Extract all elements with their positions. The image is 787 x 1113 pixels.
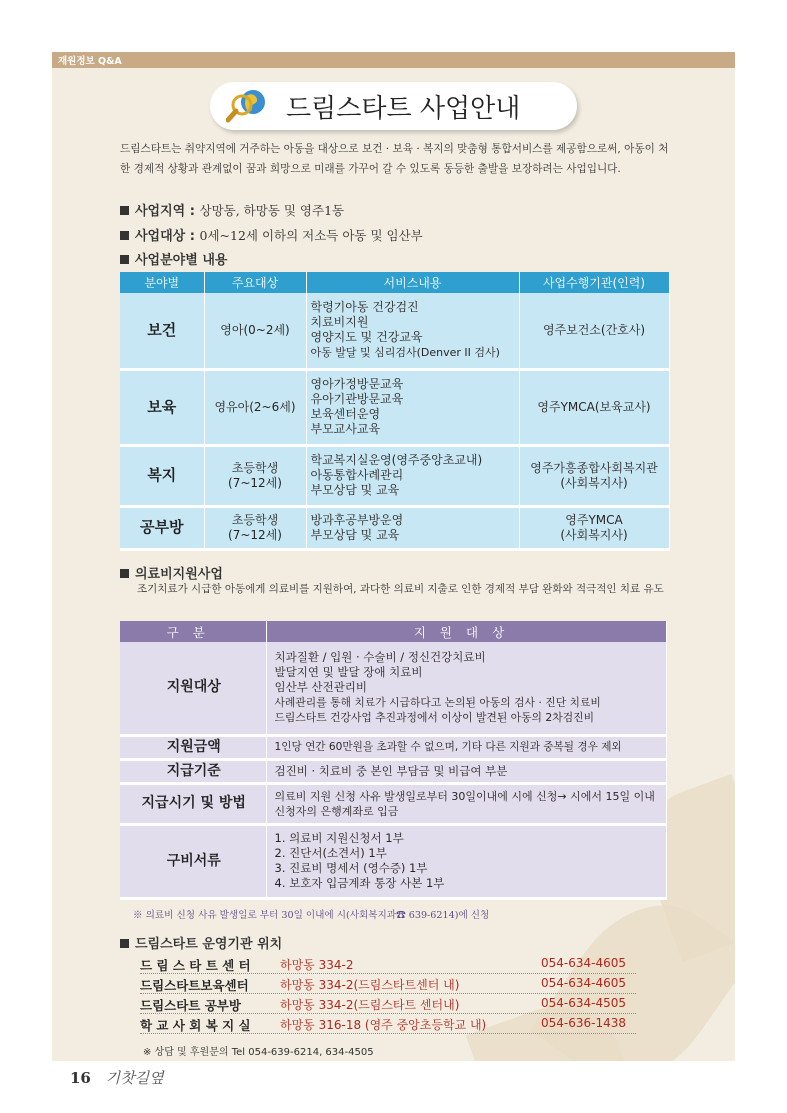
content-line: 1인당 연간 60만원을 초과할 수 없으며, 기타 다른 지원과 중복될 경우 제외: [274, 740, 622, 753]
table-row: [120, 506, 669, 549]
services-cell: [306, 369, 519, 445]
field-heading: 사업분야별 내용: [135, 253, 228, 268]
table-row: [120, 642, 666, 735]
location-name: 드 림 스 타 트 센 터: [140, 958, 251, 973]
column-header: 구분: [120, 621, 266, 642]
square-bullet-icon: [120, 939, 129, 948]
row-label: 지급시기 및 방법: [120, 783, 266, 824]
column-header: 지원대상: [266, 621, 666, 642]
page-number: 16: [70, 1069, 91, 1087]
service-item: 아동통합사례관리: [310, 468, 404, 482]
medical-section: [120, 563, 223, 582]
content-line: 2. 진단서(소견서) 1부: [274, 846, 387, 860]
services-cell: [306, 506, 519, 549]
service-item: 보육센터운영: [310, 407, 381, 421]
square-bullet-icon: [120, 255, 129, 264]
service-table: [120, 272, 670, 551]
medical-description: 조기치료가 시급한 아동에게 의료비를 지원하여, 과다한 의료비 지출로 인한 경제적 부담 완화와 적극적인 치료 유도: [137, 583, 664, 595]
magnifier-globe-icon: [226, 87, 268, 125]
location-name: 드림스타트 공부방: [140, 998, 241, 1013]
service-item: 학령기아동 건강검진: [310, 300, 419, 315]
agency-cell: 영주YMCA (사회복지사): [519, 506, 669, 549]
content-line: 3. 진료비 명세서 (영수증) 1부: [274, 861, 428, 875]
footer: [70, 1067, 164, 1088]
medical-heading: 의료비지원사업: [135, 567, 223, 582]
row-label: 구비서류: [120, 824, 266, 898]
header-bar: [52, 52, 735, 68]
target-label: 사업대상 :: [135, 229, 195, 244]
row-label: 지원금액: [120, 735, 266, 759]
service-item: 방과후공부방운영: [310, 512, 404, 527]
area-section: [120, 200, 344, 219]
row-content: [266, 783, 666, 824]
services-cell: [306, 445, 519, 506]
target-cell: 영유아(2~6세): [204, 369, 306, 445]
square-bullet-icon: [120, 206, 129, 215]
square-bullet-icon: [120, 231, 129, 240]
row-content: [266, 759, 666, 783]
locations-section: [120, 933, 282, 952]
square-bullet-icon: [120, 569, 129, 578]
row-label: 지급기준: [120, 759, 266, 783]
service-item: 아동 발달 및 심리검사(Denver II 검사): [310, 346, 500, 360]
service-item: 부모교사교육: [310, 422, 381, 436]
column-header: 분야별: [120, 272, 204, 293]
location-phone: 054-634-4605: [541, 976, 627, 990]
agency-cell: 영주YMCA(보육교사): [519, 369, 669, 445]
location-name: 학 교 사 회 복 지 실: [140, 1018, 251, 1033]
target-cell: 초등학생 (7~12세): [204, 506, 306, 549]
location-row: [140, 975, 636, 994]
location-address: 하망동 334-2: [280, 958, 354, 972]
content-line: 검진비 · 치료비 중 본인 부담금 및 비급여 부분: [274, 763, 508, 778]
category-cell: 보육: [120, 369, 204, 445]
location-name: 드림스타트보육센터: [140, 978, 249, 993]
target-section: [120, 225, 423, 244]
service-item: 치료비지원: [310, 315, 369, 330]
content-line: 4. 보호자 입금계좌 통장 사본 1부: [274, 876, 445, 890]
location-address: 하망동 334-2(드림스타트 센터내): [280, 998, 460, 1012]
location-phone: 054-634-4505: [541, 996, 627, 1010]
target-value: 0세~12세 이하의 저소득 아동 및 임산부: [199, 228, 423, 243]
agency-cell: 영주가흥종합사회복지관 (사회복지사): [519, 445, 669, 506]
table-row: [120, 369, 669, 445]
content-line: 드림스타트 건강사업 추진과정에서 이상이 발견된 아동의 2차검진비: [274, 711, 594, 725]
table-header-row: [120, 272, 669, 293]
location-address: 하망동 334-2(드림스타트센터 내): [280, 978, 460, 992]
service-item: 부모상담 및 교육: [310, 483, 400, 497]
row-content: [266, 824, 666, 898]
locations-heading: 드림스타트 운영기관 위치: [135, 937, 283, 952]
agency-cell: 영주보건소(간호사): [519, 293, 669, 369]
service-item: 학교복지실운영(영주중앙초교내): [310, 453, 483, 467]
table-row: [120, 759, 666, 783]
area-value: 상망동, 하망동 및 영주1동: [199, 203, 345, 218]
service-item: 유아기관방문교육: [310, 392, 404, 406]
service-item: 영아가정방문교육: [310, 377, 404, 391]
content-line: 발달지연 및 발달 장애 치료비: [274, 665, 423, 680]
location-phone: 054-636-1438: [541, 1016, 627, 1030]
header-label: 재원정보 Q&A: [58, 56, 122, 67]
content-line: 임산부 산전관리비: [274, 680, 368, 695]
area-label: 사업지역 :: [135, 204, 195, 219]
service-item: 영양지도 및 건강교육: [310, 330, 423, 345]
medical-table: [120, 621, 667, 900]
row-content: [266, 735, 666, 759]
content-line: 사례관리를 통해 치료가 시급하다고 논의된 아동의 검사 · 진단 치료비: [274, 696, 601, 710]
table-row: [120, 293, 669, 369]
field-section: [120, 249, 227, 268]
table-row: [120, 445, 669, 506]
row-label: 지원대상: [120, 642, 266, 735]
target-cell: 초등학생 (7~12세): [204, 445, 306, 506]
content-line: 1. 의료비 지원신청서 1부: [274, 831, 404, 845]
content-line: 치과질환 / 입원 · 수술비 / 정신건강치료비: [274, 650, 486, 665]
content-line: 의료비 지원 신청 사유 발생일로부터 30일이내에 시에 신청→ 시에서 15일 이내 신청자의 은행계좌로 입금: [274, 789, 655, 818]
table-row: [120, 735, 666, 759]
magazine-name: 기찻길옆: [105, 1069, 164, 1087]
location-phone: 054-634-4605: [541, 956, 627, 970]
location-row: [140, 995, 636, 1014]
contact-note: ※ 상담 및 후원문의 Tel 054-639-6214, 634-4505: [143, 1047, 374, 1058]
location-row: [140, 955, 636, 974]
target-cell: 영아(0~2세): [204, 293, 306, 369]
column-header: 서비스내용: [306, 272, 519, 293]
category-cell: 공부방: [120, 506, 204, 549]
page-title: 드림스타트 사업안내: [286, 94, 521, 124]
location-row: [140, 1015, 636, 1034]
services-cell: [306, 293, 519, 369]
medical-note: ※ 의료비 신청 사유 발생일로 부터 30일 이내에 시(사회복지과☎ 639-6214)에 신청: [133, 910, 490, 921]
table-row: [120, 824, 666, 898]
service-item: 부모상담 및 교육: [310, 527, 400, 542]
column-header: 주요대상: [204, 272, 306, 293]
table-header-row: [120, 621, 666, 642]
table-row: [120, 783, 666, 824]
intro-paragraph: 드림스타트는 취약지역에 거주하는 아동을 대상으로 보건 · 보육 · 복지의 맞춤형 통합서비스를 제공함으로써, 아동이 처한 경제적 상황과 관계없이 꿈과 희망으로 미래를 가꾸어 갈 수 있도록 동등한 출발을 보장하려는 사업입니다.: [120, 143, 669, 175]
row-content: [266, 642, 666, 735]
location-address: 하망동 316-18 (영주 중앙초등학교 내): [280, 1018, 487, 1032]
column-header: 사업수행기관(인력): [519, 272, 669, 293]
category-cell: 보건: [120, 293, 204, 369]
category-cell: 복지: [120, 445, 204, 506]
